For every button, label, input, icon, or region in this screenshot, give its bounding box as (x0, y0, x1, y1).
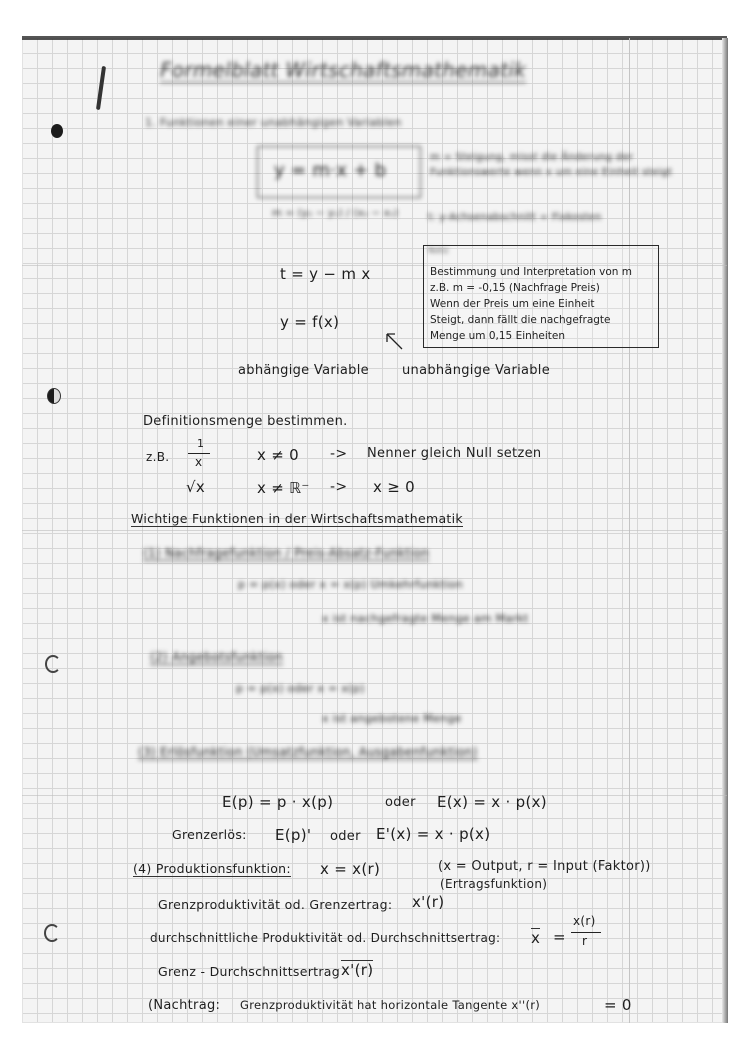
fraction-numerator: 1 (197, 437, 205, 450)
page-title: Formelblatt Wirtschaftsmathematik (160, 58, 527, 82)
slope-note: m = Steigung, misst die Änderung der Funktionswerte wenn x um eine Einheit steigt (430, 152, 673, 178)
average-product-numerator: x(r) (573, 914, 596, 928)
marginal-revenue-quantity: E'(x) = x · p(x) (376, 825, 491, 843)
note-line: Bestimmung und Interpretation von m (430, 266, 632, 278)
independent-variable-label: unabhängige Variable (402, 363, 551, 378)
note-line: Menge um 0,15 Einheiten (430, 330, 566, 342)
addendum-text: Grenzproduktivität hat horizontale Tangente x''(r) (240, 998, 541, 1012)
note-line: z.B. m = -0,15 (Nachfrage Preis) (430, 282, 600, 294)
scan-seam (22, 530, 727, 531)
arrow-text: -> (330, 446, 348, 462)
revenue-formula-quantity: E(x) = x · p(x) (437, 793, 547, 811)
note-box (423, 245, 659, 348)
equals-sign: = (553, 928, 566, 946)
addendum-equals: = 0 (604, 996, 632, 1014)
marginal-average-formula: x'(r) (341, 961, 374, 979)
punch-hole-icon (44, 924, 60, 942)
supply-function-note: x ist angebotene Menge (322, 712, 462, 725)
intercept-note: t: y-Achsenabschnitt = Fixkosten (428, 212, 602, 223)
addendum-label: (Nachtrag: (148, 998, 221, 1013)
page-top-edge (22, 36, 727, 40)
marginal-product-label: Grenzproduktivität od. Grenzertrag: (158, 897, 393, 912)
marginal-average-label: Grenz - Durchschnittsertrag (158, 964, 340, 979)
production-function-formula: x = x(r) (320, 860, 381, 878)
function-notation: y = f(x) (280, 313, 340, 331)
average-product-label: durchschnittliche Produktivität od. Durchschnittsertrag: (150, 931, 501, 945)
sqrt-expression: √x (186, 478, 206, 496)
average-product-denominator: r (582, 934, 588, 948)
yield-function-note: (Ertragsfunktion) (440, 877, 548, 891)
punch-hole-icon (45, 655, 61, 673)
note-tag: Notiz (428, 246, 449, 255)
demand-function-note: x ist nachgefragte Menge am Markt (322, 612, 529, 625)
demand-function-formula: p = p(x) oder x = x(p) Umkehrfunktion (238, 578, 463, 591)
fraction-bar (571, 932, 601, 933)
scan-seam (22, 795, 727, 796)
average-product-symbol: x (531, 929, 541, 947)
section-heading: 1. Funktionen einer unabhängigen Variablen (145, 116, 402, 129)
dependent-variable-label: abhängige Variable (238, 363, 369, 378)
or-text: oder (385, 795, 416, 810)
domain-note: Nenner gleich Null setzen (367, 446, 542, 461)
arrow-text: -> (330, 479, 348, 495)
supply-function-heading: (2) Angebotsfunktion (150, 650, 283, 664)
note-line: Steigt, dann fällt die nachgefragte (430, 314, 611, 326)
production-function-note: (x = Output, r = Input (Faktor)) (438, 859, 651, 874)
punch-hole-icon (47, 388, 61, 404)
domain-heading: Definitionsmenge bestimmen. (143, 414, 348, 429)
domain-condition: x ≠ ℝ⁻ (257, 479, 310, 497)
domain-condition: x ≠ 0 (257, 446, 300, 464)
supply-function-formula: p = p(x) oder x = x(p) (236, 682, 365, 695)
revenue-function-heading: (3) Erlösfunktion (Umsatzfunktion, Ausgabenfunktion) (138, 745, 478, 759)
marginal-product-formula: x'(r) (412, 893, 445, 911)
punch-hole-icon (51, 124, 63, 138)
slope-formula: m = (y₂ − y₁) / (x₂ − x₁) (272, 208, 399, 219)
note-line: Wenn der Preis um eine Einheit (430, 298, 595, 310)
formula-box (257, 146, 421, 198)
example-label: z.B. (146, 450, 170, 464)
revenue-formula-price: E(p) = p · x(p) (222, 793, 334, 811)
marginal-revenue-label: Grenzerlös: (172, 827, 247, 842)
demand-function-heading: (1) Nachfragefunktion / Preis-Absatz-Funktion (143, 546, 430, 560)
production-function-heading: (4) Produktionsfunktion: (133, 861, 291, 876)
functions-heading: Wichtige Funktionen in der Wirtschaftsmathematik (131, 511, 463, 526)
intercept-formula: t = y − m x (280, 265, 371, 283)
linear-formula: y = m·x + b (274, 160, 387, 181)
fraction-denominator: x (195, 455, 203, 469)
fraction-bar (188, 453, 210, 454)
arrow-icon (384, 330, 406, 352)
marginal-revenue-price: E(p)' (275, 826, 312, 844)
or-text: oder (330, 829, 361, 844)
domain-result: x ≥ 0 (373, 478, 416, 496)
